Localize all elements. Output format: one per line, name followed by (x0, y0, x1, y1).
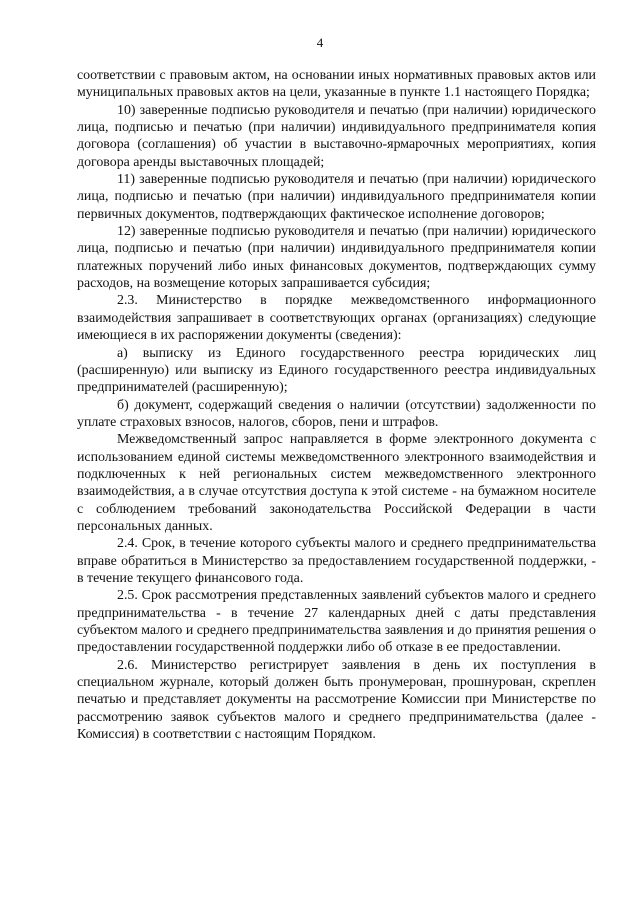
paragraph-2-6: 2.6. Министерство регистрирует заявления в день их поступления в специальном журнале, который должен быть пронумерован, прошнурован, скреплен печатью и представляет документы на рассмотрение Комиссии при Министерстве по рассмотрению заявок субъектов малого и среднего предпринимательства (далее - Комиссия) в соответствии с настоящим Порядком. (77, 657, 596, 743)
paragraph-item-11: 11) заверенные подписью руководителя и печатью (при наличии) юридического лица, подписью и печатью (при наличии) индивидуального предпринимателя копии первичных документов, подтверждающих фактическое исполнение договоров; (77, 172, 596, 222)
paragraph-2-5: 2.5. Срок рассмотрения представленных заявлений субъектов малого и среднего предпринимательства - в течение 27 календарных дней с даты представления субъектом малого и среднего предпринимательства заявления и до принятия решения о предоставлении государственной поддержки либо об отказе в ее предоставлении. (77, 588, 596, 656)
paragraph-item-12: 12) заверенные подписью руководителя и печатью (при наличии) юридического лица, подписью и печатью (при наличии) индивидуального предпринимателя копии платежных поручений либо иных финансовых документов, подтверждающих сумму расходов, на возмещение которых запрашивается субсидия; (77, 224, 596, 292)
paragraph-2-3: 2.3. Министерство в порядке межведомственного информационного взаимодействия запрашивает в соответствующих органах (организациях) следующие имеющиеся в их распоряжении документы (сведения): (77, 293, 596, 344)
paragraph-continuation: соответствии с правовым актом, на основании иных нормативных правовых актов или муниципальных правовых актов на цели, указанные в пункте 1.1 настоящего Порядка; (77, 68, 596, 101)
page-number: 4 (316, 35, 324, 50)
paragraph-item-a: а) выписку из Единого государственного реестра юридических лиц (расширенную) или выписку из Единого государственного реестра индивидуальных предпринимателей (расширенную); (77, 345, 596, 396)
document-body (77, 67, 596, 743)
paragraph-2-4: 2.4. Срок, в течение которого субъекты малого и среднего предпринимательства вправе обратиться в Министерство за предоставлением государственной поддержки, - в течение текущего финансового года. (77, 536, 596, 586)
paragraph-item-b: б) документ, содержащий сведения о наличии (отсутствии) задолженности по уплате страховых взносов, налогов, сборов, пени и штрафов. (77, 397, 596, 430)
paragraph-item-10: 10) заверенные подписью руководителя и печатью (при наличии) юридического лица, подписью и печатью (при наличии) индивидуального предпринимателя копия договора (соглашения) об участии в выставочно-ярмарочных мероприятиях, копия договора аренды выставочных площадей; (77, 102, 596, 170)
paragraph-interagency-request: Межведомственный запрос направляется в форме электронного документа с использованием единой системы межведомственного электронного взаимодействия и подключенных к ней региональных систем межведомственного электронного взаимодействия, а в случае отсутствия доступа к этой системе - на бумажном носителе с соблюдением требований законодательства Российской Федерации в части персональных данных. (77, 432, 596, 534)
